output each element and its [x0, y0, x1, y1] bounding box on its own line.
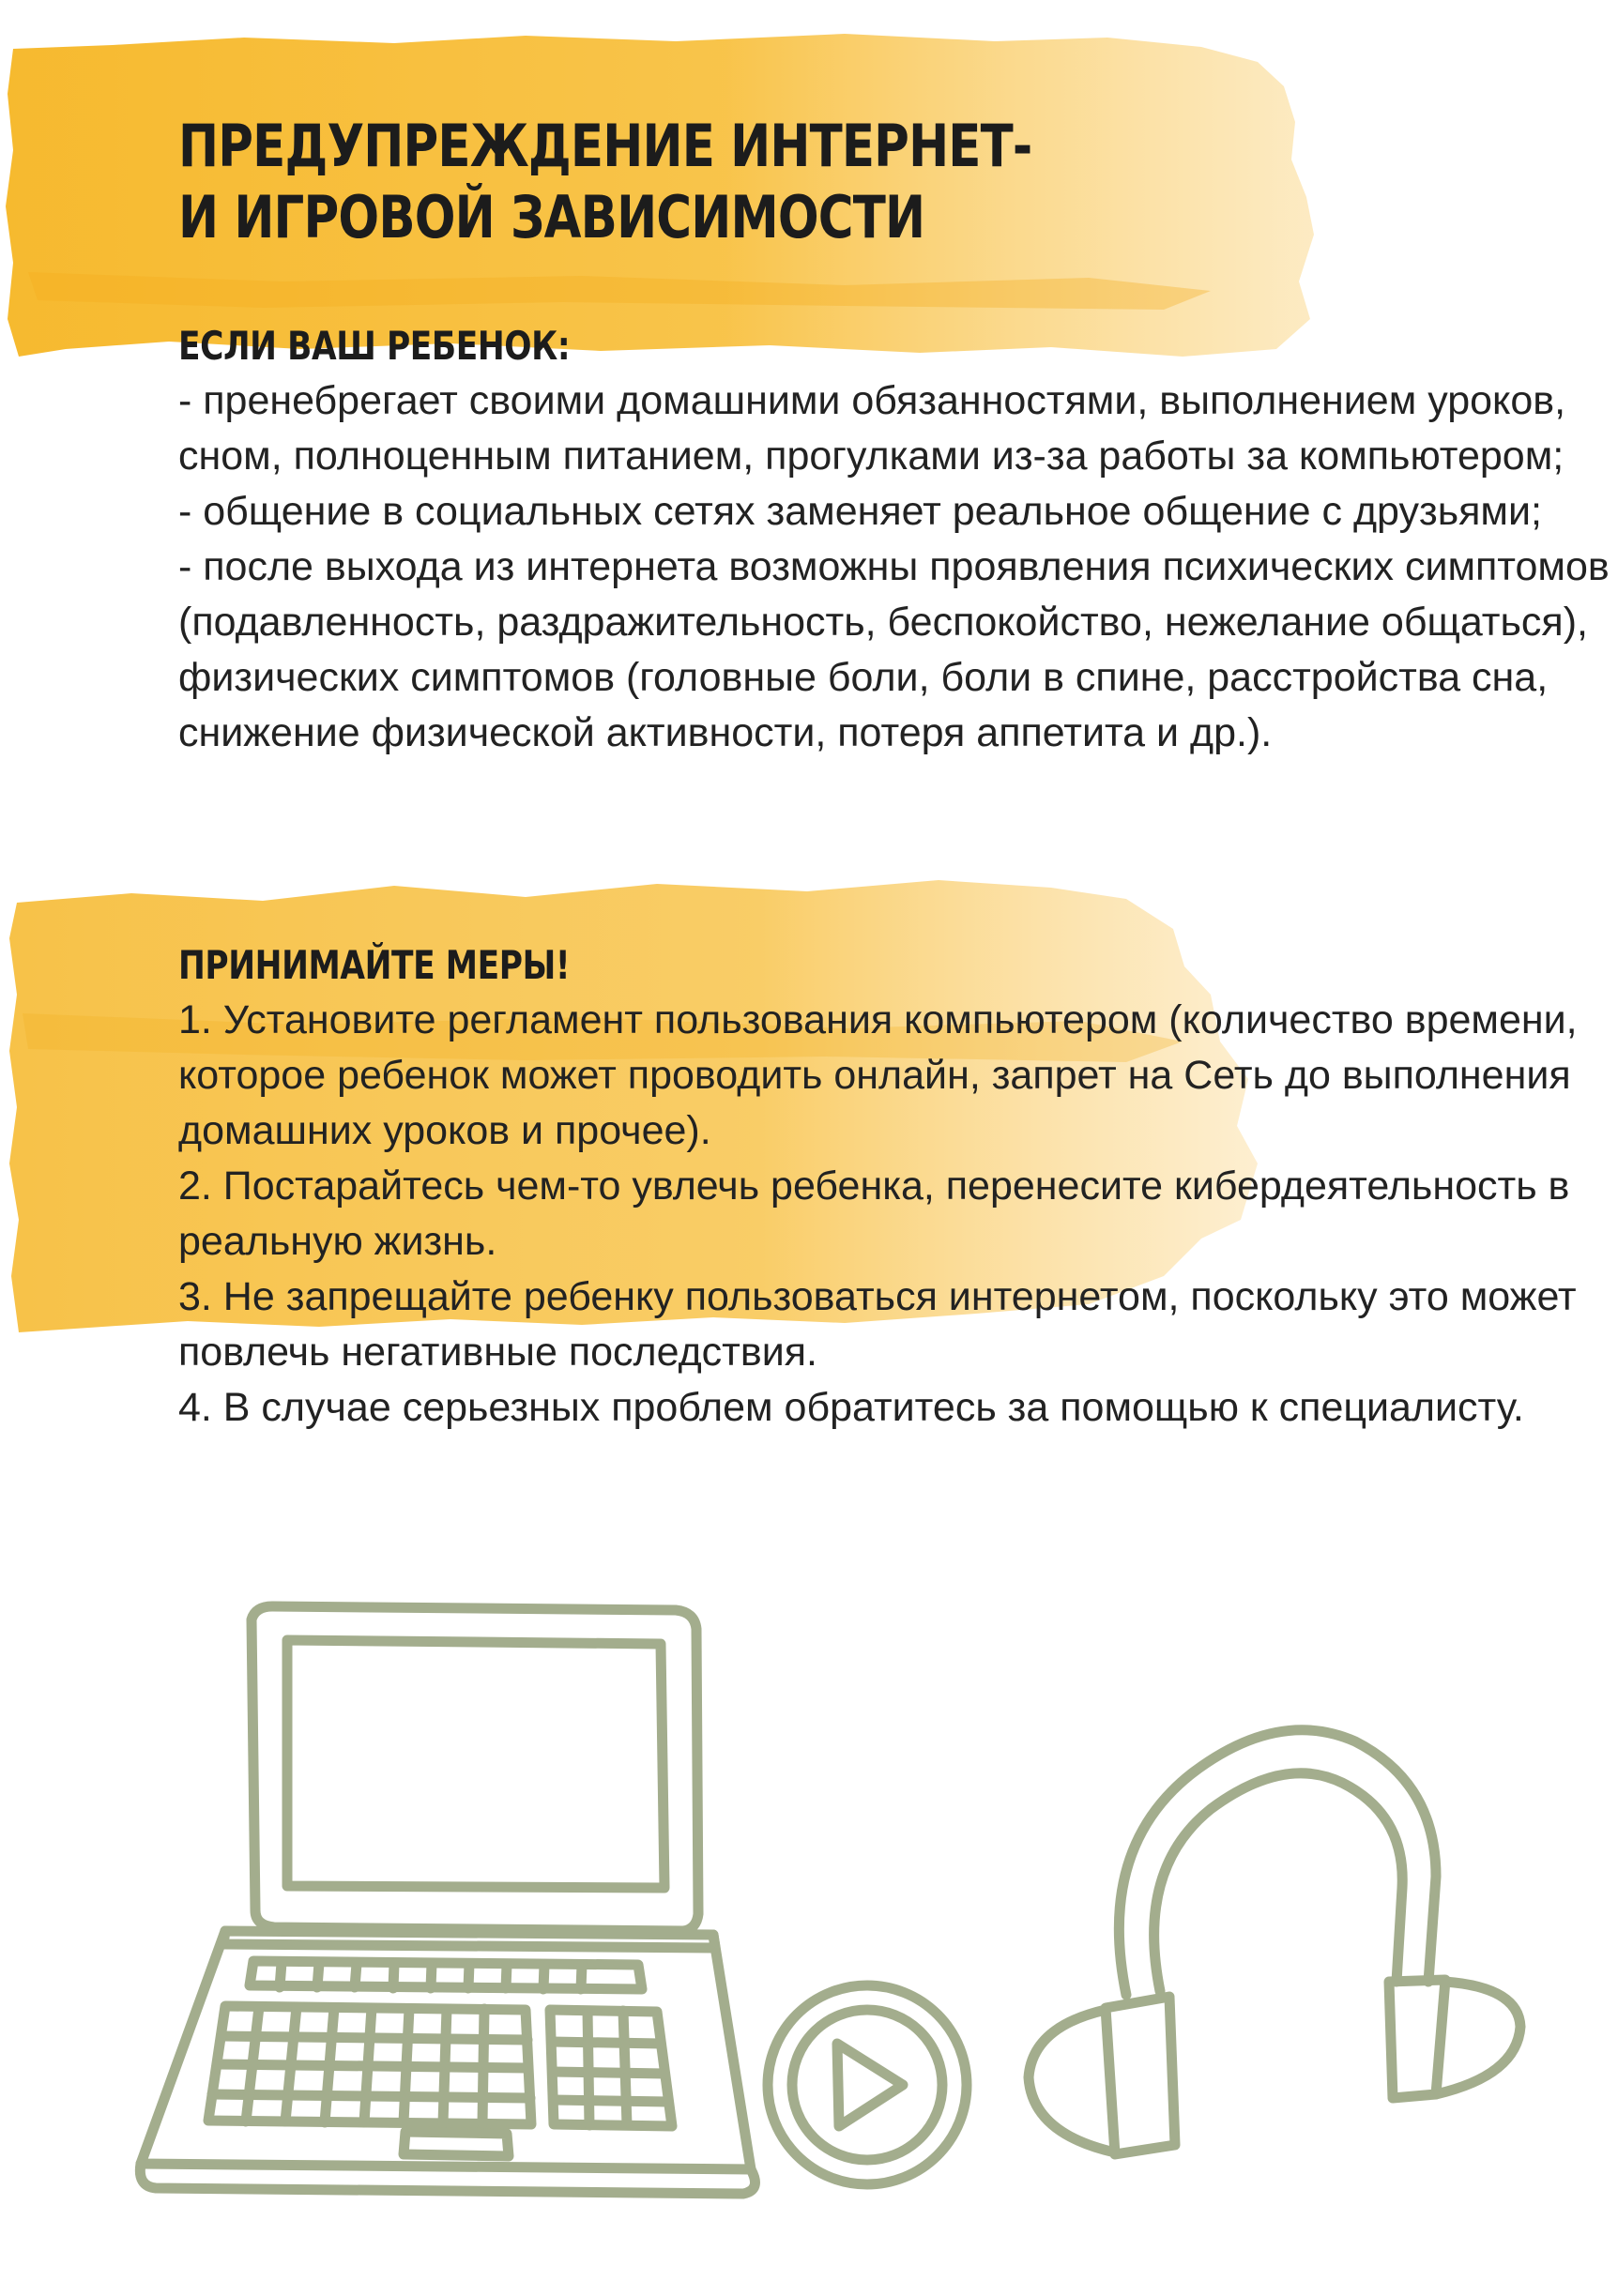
text-line: домашних уроков и прочее).: [178, 1108, 711, 1153]
text-line: сном, полноценным питанием, прогулками из-за работы за компьютером;: [178, 433, 1565, 479]
text-line: повлечь негативные последствия.: [178, 1330, 817, 1375]
laptop-icon: [140, 1606, 755, 2194]
play-icon: [768, 1985, 967, 2184]
text-line: 1. Установите регламент пользования компьютером (количество времени,: [178, 997, 1578, 1042]
text-line: снижение физической активности, потеря аппетита и др.).: [178, 710, 1273, 755]
text-line: - общение в социальных сетях заменяет реальное общение с друзьями;: [178, 489, 1542, 534]
text-line: - после выхода из интернета возможны проявления психических симптомов: [178, 544, 1610, 589]
text-line: которое ребенок может проводить онлайн, запрет на Сеть до выполнения: [178, 1053, 1571, 1098]
signs-heading: ЕСЛИ ВАШ РЕБЕНОК:: [178, 323, 571, 369]
page-title-line: И ИГРОВОЙ ЗАВИСИМОСТИ: [178, 182, 925, 251]
measures-heading: ПРИНИМАЙТЕ МЕРЫ!: [178, 942, 571, 988]
headphones-icon: [1029, 1730, 1520, 2154]
text-line: 4. В случае серьезных проблем обратитесь за помощью к специалисту.: [178, 1385, 1524, 1430]
text-line: - пренебрегает своими домашними обязанностями, выполнением уроков,: [178, 378, 1566, 423]
text-line: физических симптомов (головные боли, боли в спине, расстройства сна,: [178, 655, 1549, 700]
text-line: 3. Не запрещайте ребенку пользоваться интернетом, поскольку это может: [178, 1274, 1577, 1319]
page-title-line: ПРЕДУПРЕЖДЕНИЕ ИНТЕРНЕТ-: [178, 112, 1032, 180]
text-line: (подавленность, раздражительность, беспокойство, нежелание общаться),: [178, 600, 1588, 645]
text-line: 2. Постарайтесь чем-то увлечь ребенка, перенесите кибердеятельность в: [178, 1163, 1570, 1209]
text-line: реальную жизнь.: [178, 1219, 497, 1264]
